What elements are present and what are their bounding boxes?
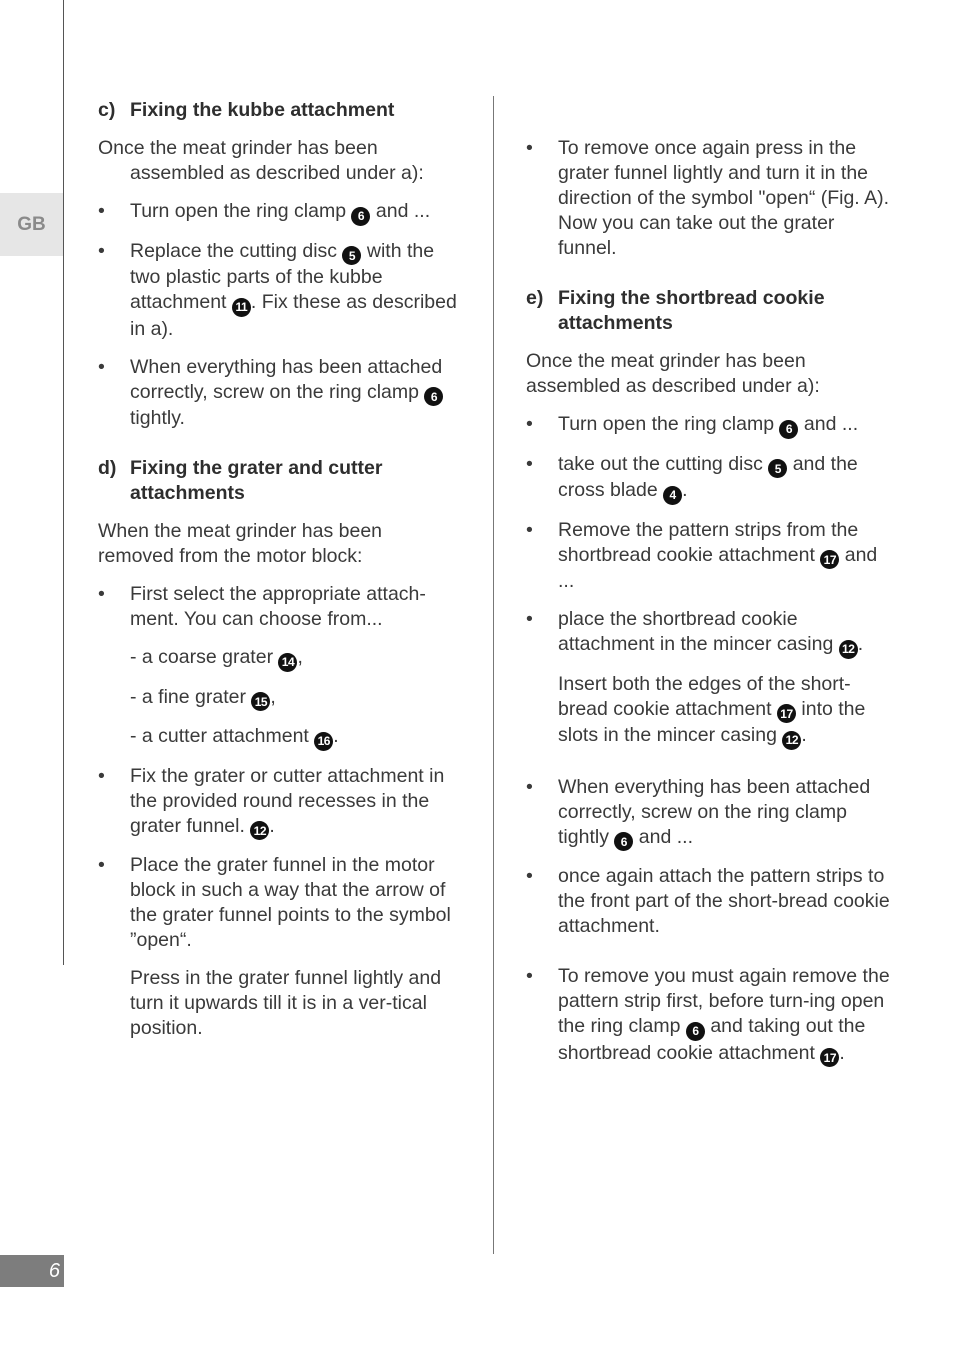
- bullet-icon: •: [98, 239, 105, 262]
- section-title: Fixing the grater and cutter attachments: [130, 457, 383, 504]
- part-number-badge: 17: [820, 550, 839, 569]
- bullet-icon: •: [526, 452, 533, 475]
- list-item: • First select the appropriate attach-ment. You can choose from...: [98, 583, 426, 630]
- section-d-heading: [98, 456, 460, 506]
- bullet-icon: •: [526, 413, 533, 435]
- part-number-badge: 12: [782, 731, 801, 750]
- part-number-badge: 6: [686, 1022, 705, 1041]
- list-item-continuation: Press in the grater funnel lightly and turn it upwards till it is in a ver-tical position.: [130, 967, 442, 1039]
- section-title: Fixing the shortbread cookie attachments: [558, 287, 825, 334]
- part-number-badge: 11: [232, 298, 251, 317]
- section-e-heading: [526, 286, 890, 336]
- part-number-badge: 6: [779, 420, 798, 439]
- part-number-badge: 12: [250, 821, 269, 840]
- page-number: 6: [0, 1255, 64, 1287]
- list-item: • Place the grater funnel in the motor block in such a way that the arrow of the grater funnel points to the symbol ”open“.: [98, 854, 451, 951]
- part-number-badge: 15: [251, 692, 270, 711]
- section-c-intro: Once the meat grinder has been assembled as described under a):: [98, 137, 424, 184]
- bullet-icon: •: [98, 200, 105, 222]
- part-number-badge: 12: [839, 640, 858, 659]
- list-item: • take out the cutting disc 5 and the cross blade 4 .: [526, 452, 890, 505]
- option-item: - a coarse grater 14 ,: [98, 645, 460, 672]
- part-number-badge: 6: [614, 832, 633, 851]
- part-number-badge: 6: [424, 387, 443, 406]
- bullet-icon: •: [526, 865, 533, 887]
- part-number-badge: 17: [820, 1048, 839, 1067]
- list-item: • Fix the grater or cutter attachment in the provided round recesses in the grater funnel. 12 .: [98, 764, 460, 841]
- bullet-icon: •: [526, 137, 533, 159]
- part-number-badge: 5: [342, 246, 361, 265]
- section-letter: d): [98, 457, 117, 479]
- list-item: • When everything has been attached correctly, screw on the ring clamp tightly 6 and ...: [526, 775, 890, 852]
- part-number-badge: 14: [278, 653, 297, 672]
- part-number-badge: 6: [351, 207, 370, 226]
- bullet-icon: •: [526, 965, 533, 987]
- column-divider: [493, 96, 494, 1254]
- right-column: [526, 136, 890, 1067]
- list-item: • When everything has been attached correctly, screw on the ring clamp 6 tightly.: [98, 355, 443, 429]
- language-tab: GB: [0, 193, 63, 256]
- list-item: • To remove once again press in the grater funnel lightly and turn it in the direction of the symbol "open“ (Fig. A). Now you can take out the grater funnel.: [526, 137, 889, 259]
- section-e-intro: Once the meat grinder has been assembled as described under a):: [526, 350, 820, 397]
- bullet-icon: •: [98, 854, 105, 876]
- section-letter: e): [526, 287, 544, 309]
- left-edge-rule: [63, 0, 64, 965]
- bullet-icon: •: [526, 518, 533, 541]
- list-item: • To remove you must again remove the pattern strip first, before turn-ing open the ring clamp 6 and taking out the shortbread cookie attachment 17 .: [526, 964, 890, 1067]
- list-item: • once again attach the pattern strips to the front part of the short-bread cookie attachment.: [526, 865, 890, 937]
- part-number-badge: 5: [768, 459, 787, 478]
- section-d-intro: When the meat grinder has been removed from the motor block:: [98, 520, 383, 567]
- section-c-heading: [98, 98, 460, 123]
- part-number-badge: 17: [777, 704, 796, 723]
- list-item-continuation: Insert both the edges of the short-bread cookie attachment 17 into the slots in the mincer casing 12 .: [526, 672, 890, 750]
- list-item: • place the shortbread cookie attachment in the mincer casing 12 .: [526, 607, 890, 659]
- bullet-icon: •: [98, 764, 105, 787]
- list-item: • Replace the cutting disc 5 with the two plastic parts of the kubbe attachment 11 . Fix these as described in a).: [98, 239, 457, 340]
- bullet-icon: •: [98, 355, 105, 378]
- part-number-badge: 4: [663, 486, 682, 505]
- bullet-icon: •: [98, 583, 105, 605]
- section-title: Fixing the kubbe attachment: [130, 99, 395, 121]
- bullet-icon: •: [526, 775, 533, 798]
- list-item: • Turn open the ring clamp 6 and ...: [526, 412, 890, 439]
- left-column: [98, 98, 460, 1041]
- list-item: • Turn open the ring clamp 6 and ...: [98, 199, 460, 226]
- part-number-badge: 16: [314, 732, 333, 751]
- bullet-icon: •: [526, 608, 533, 630]
- list-item: • Remove the pattern strips from the shortbread cookie attachment 17 and ...: [526, 518, 878, 592]
- option-item: - a fine grater 15 ,: [98, 685, 460, 712]
- option-item: - a cutter attachment 16 .: [98, 724, 460, 751]
- section-letter: c): [98, 99, 116, 121]
